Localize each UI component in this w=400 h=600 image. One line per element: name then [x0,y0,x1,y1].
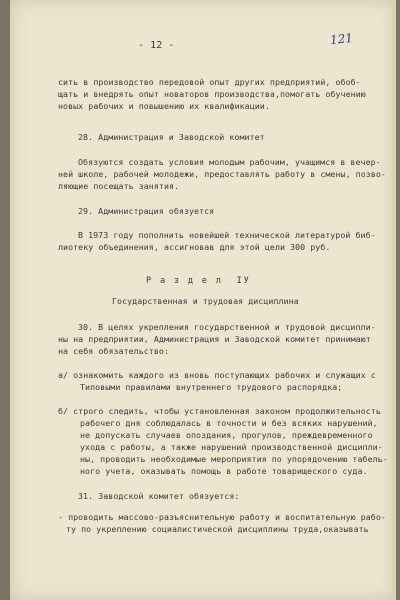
text-line: ного учета, оказывать помощь в работе товарищеского суда. [80,466,368,476]
text-line: 30. В целях укрепления государственной и трудовой дисципли- [78,322,376,332]
text-line: ухода с работы, а также нарушений производственной дисципли- [80,442,383,452]
clause-heading: 29. Администрация обязуется [78,206,215,216]
text-line: ляющие посещать занятия. [58,181,180,191]
text-line: ту по укреплению социалистической дисциплины труда,оказывать [66,524,369,534]
clause-heading: 28. Администрация и Заводской комитет [78,132,265,142]
list-item: а/ ознакомить каждого из вновь поступающих рабочих и служащих с [58,370,376,380]
text-line: лиотеку объединения, ассигновав для этой цели 300 руб. [58,242,331,252]
text-line: новых рабочих и повышению их квалификации. [58,101,270,111]
clause-heading: 31. Заводской комитет обязуется: [78,491,240,501]
text-line: ны на предприятии, Администрация и Заводской комитет принимают [58,334,371,344]
list-item: б/ строго следить, чтобы установленная законом продолжительность [58,406,381,416]
text-line: ны, проводить необходимые мероприятия по упорядочению табель- [80,454,388,464]
text-line: В 1973 году пополнить новейшей технической литературой биб- [78,230,376,240]
page-number: - 12 - [138,40,175,51]
text-line: на себя обязательство: [58,346,169,356]
section-heading: Р а з д е л IУ [146,276,251,286]
text-line: рабочего дня соблюдалась в точности и без всяких нарушений, [80,418,378,428]
text-line: ней школе, рабочей молодежи, предоставлять работу в смены, позво- [58,169,386,179]
handwritten-folio-number: 121 [329,30,354,48]
text-line: щать и внедрять опыт новаторов производства,помогать обучению [58,89,366,99]
list-item: - проводить массово-разъяснительную работу и воспитательную рабо- [58,512,386,522]
page-edge [392,0,396,600]
text-line: Типовыми правилами внутреннего трудового распорядка; [80,382,343,392]
text-line: не допускать случаев опоздания, прогулов, преждевременного [80,430,373,440]
text-line: сить в производство передовой опыт других предприятий, обоб- [58,77,361,87]
text-line: Обязуются создать условия молодым рабочим, учащимся в вечер- [78,157,381,167]
section-title: Государственная и трудовая дисциплина [112,296,299,306]
